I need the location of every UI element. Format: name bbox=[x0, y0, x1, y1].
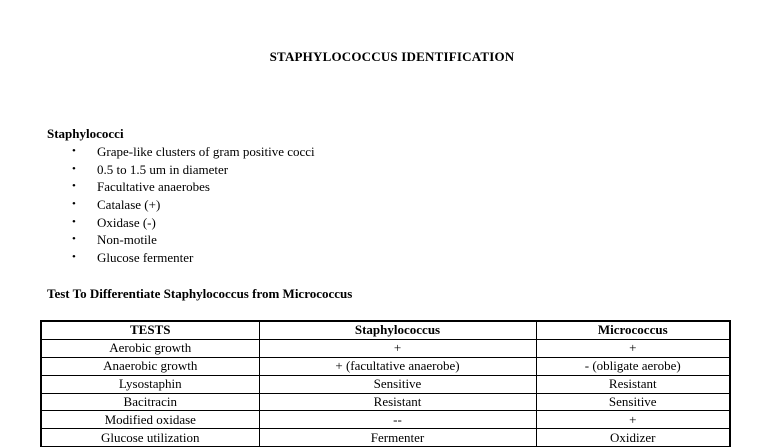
list-item-text: Glucose fermenter bbox=[97, 250, 194, 266]
list-item bbox=[70, 214, 315, 232]
list-item bbox=[70, 161, 315, 179]
table-cell: Bacitracin bbox=[41, 393, 259, 411]
characteristics-list bbox=[70, 143, 315, 267]
table-row bbox=[41, 393, 730, 411]
table-cell: + bbox=[259, 339, 536, 357]
table-cell: Lysostaphin bbox=[41, 375, 259, 393]
bullet-icon: • bbox=[72, 215, 76, 228]
list-item-text: 0.5 to 1.5 um in diameter bbox=[97, 161, 229, 177]
bullet-icon: • bbox=[72, 233, 76, 246]
list-item bbox=[70, 196, 315, 214]
header-micrococcus: Micrococcus bbox=[536, 321, 730, 339]
table-row bbox=[41, 339, 730, 357]
table-cell: -- bbox=[259, 411, 536, 429]
list-item-text: Facultative anaerobes bbox=[97, 179, 210, 195]
list-item bbox=[70, 231, 315, 249]
bullet-icon: • bbox=[72, 251, 76, 264]
comparison-table bbox=[40, 320, 731, 447]
bullet-icon: • bbox=[72, 162, 76, 175]
table-cell: Oxidizer bbox=[536, 429, 730, 447]
table-cell: Glucose utilization bbox=[41, 429, 259, 447]
table-cell: Resistant bbox=[259, 393, 536, 411]
table-cell: + bbox=[536, 411, 730, 429]
section-heading-staphylococci: Staphylococci bbox=[47, 126, 124, 141]
list-item-text: Non-motile bbox=[97, 232, 157, 248]
table-row bbox=[41, 411, 730, 429]
list-item bbox=[70, 178, 315, 196]
header-tests: TESTS bbox=[41, 321, 259, 339]
bullet-icon: • bbox=[72, 145, 76, 157]
list-item-text: Grape-like clusters of gram positive cocci bbox=[97, 144, 315, 159]
bullet-icon: • bbox=[72, 198, 76, 211]
list-item bbox=[70, 249, 315, 267]
table-cell: Aerobic growth bbox=[41, 339, 259, 357]
table-cell: + bbox=[536, 339, 730, 357]
table-row bbox=[41, 357, 730, 375]
header-staphylococcus: Staphylococcus bbox=[259, 321, 536, 339]
table-cell: Resistant bbox=[536, 375, 730, 393]
bullet-icon: • bbox=[72, 180, 76, 193]
table-cell: + (facultative anaerobe) bbox=[259, 357, 536, 375]
list-item-text: Catalase (+) bbox=[97, 197, 161, 213]
list-item bbox=[70, 143, 315, 161]
table-cell: Anaerobic growth bbox=[41, 357, 259, 375]
table-cell: Sensitive bbox=[259, 375, 536, 393]
table-cell: Modified oxidase bbox=[41, 411, 259, 429]
table-row bbox=[41, 429, 730, 447]
table-cell: Sensitive bbox=[536, 393, 730, 411]
table-row bbox=[41, 375, 730, 393]
section-heading-differentiation: Test To Differentiate Staphylococcus from Micrococcus bbox=[47, 286, 353, 301]
table-header-row bbox=[41, 321, 730, 339]
page-title: STAPHYLOCOCCUS IDENTIFICATION bbox=[269, 49, 515, 64]
table-cell: - (obligate aerobe) bbox=[536, 357, 730, 375]
list-item-text: Oxidase (-) bbox=[97, 214, 156, 230]
table-cell: Fermenter bbox=[259, 429, 536, 447]
